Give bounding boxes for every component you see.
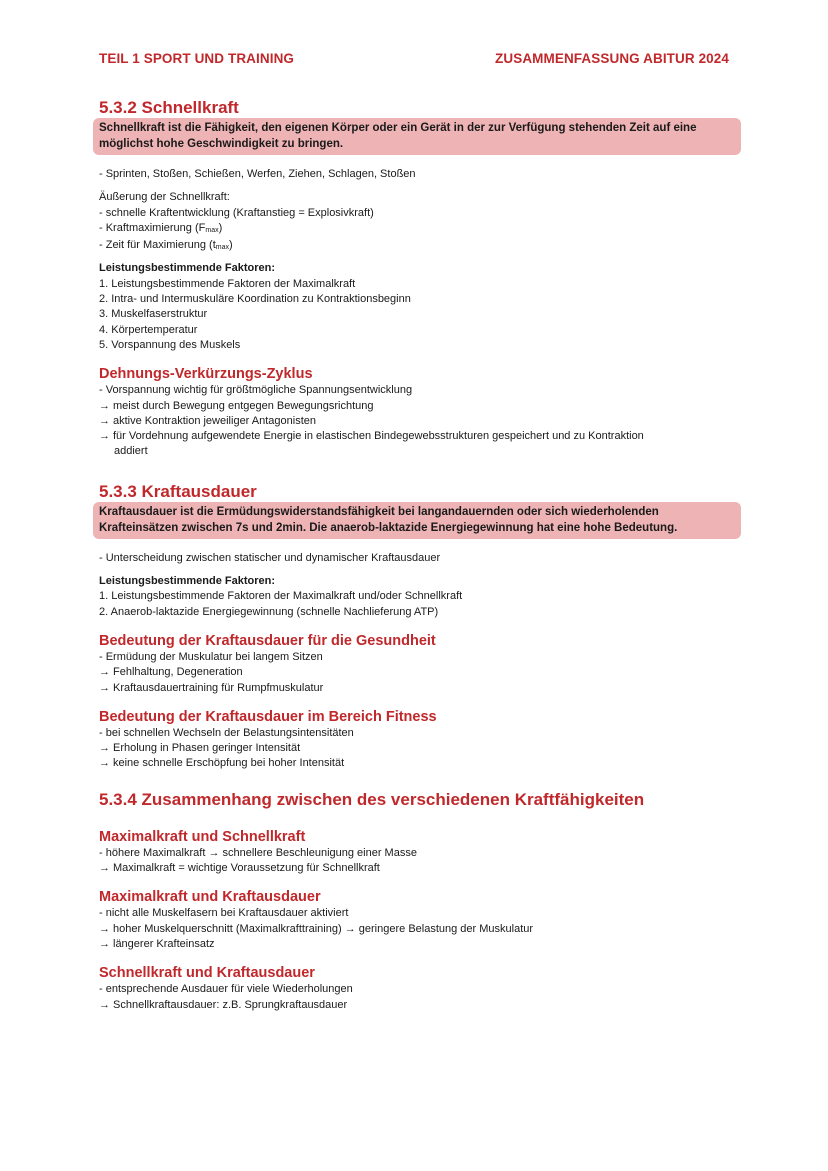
subsection-title-dvz: Dehnungs-Verkürzungs-Zyklus [99,366,313,383]
dvz-line: → meist durch Bewegung entgegen Bewegungsrichtung [99,399,729,414]
arrow-right-icon: → [99,937,110,950]
faktor-item: 1. Leistungsbestimmende Faktoren der Maximalkraft und/oder Schnellkraft [99,590,463,603]
faktor-item: 3. Muskelfaserstruktur [99,308,208,321]
arrow-right-icon: → [99,430,110,443]
dvz-line: → aktive Kontraktion jeweiliger Antagonisten [99,414,729,429]
faktoren-title: Leistungsbestimmende Faktoren: [99,262,276,275]
max-schnell-line: → Maximalkraft = wichtige Voraussetzung für Schnellkraft [99,861,729,876]
faktor-item: 4. Körpertemperatur [99,323,198,336]
faktor-item: 5. Vorspannung des Muskels [99,338,241,351]
arrow-right-icon: → [99,742,110,755]
aeusserung-item: - Kraftmaximierung (Fmax) [99,221,223,234]
gesundheit-line: - Ermüdung der Muskulatur bei langem Sitzen [99,650,323,663]
max-schnell-line: - höhere Maximalkraft → schnellere Beschleunigung einer Masse [99,846,417,859]
fitness-line: - bei schnellen Wechseln der Belastungsintensitäten [99,726,354,739]
subsection-title-max-schnell: Maximalkraft und Schnellkraft [99,828,306,845]
section-title-zusammenhang: 5.3.4 Zusammenhang zwischen des verschiedenen Kraftfähigkeiten [99,789,645,809]
schnellkraft-examples: - Sprinten, Stoßen, Schießen, Werfen, Ziehen, Schlagen, Stoßen [99,168,416,180]
arrow-right-icon: → [99,414,110,427]
dvz-line: - Vorspannung wichtig für größtmögliche Spannungsentwicklung [99,384,413,397]
arrow-right-icon: → [208,846,220,859]
faktor-item: 2. Intra- und Intermuskuläre Koordination zu Kontraktionsbeginn [99,293,411,306]
arrow-right-icon: → [99,666,110,679]
schnell-ausdauer-line: → Schnellkraftausdauer: z.B. Sprungkraftausdauer [99,998,729,1013]
arrow-right-icon: → [99,757,110,770]
schnell-ausdauer-line: - entsprechende Ausdauer für viele Wiederholungen [99,983,353,996]
definition-schnellkraft: Schnellkraft ist die Fähigkeit, den eigenen Körper oder ein Gerät in der zur Verfügung stehenden Zeit auf eine möglichst hohe Geschwindigkeit zu bringen. [93,118,741,155]
fitness-line: → keine schnelle Erschöpfung bei hoher Intensität [99,756,729,771]
section-title-kraftausdauer: 5.3.3 Kraftausdauer [99,481,257,501]
definition-kraftausdauer: Kraftausdauer ist die Ermüdungswiderstandsfähigkeit bei langandauernden oder sich wiederholenden Krafteinsätzen zwischen 7s und 2min. Die anaerob-laktazide Energiegewinnung hat eine hohe Bedeutung. [93,502,741,539]
arrow-right-icon: → [99,998,110,1011]
arrow-right-icon: → [99,862,110,875]
kraftausdauer-line: - Unterscheidung zwischen statischer und dynamischer Kraftausdauer [99,551,441,564]
subsection-title-fitness: Bedeutung der Kraftausdauer im Bereich Fitness [99,708,437,725]
page-content [99,98,729,1013]
section-title-schnellkraft: 5.3.2 Schnellkraft [99,98,239,117]
aeusserung-item: - schnelle Kraftentwicklung (Kraftanstieg = Explosivkraft) [99,206,374,219]
faktoren-title: Leistungsbestimmende Faktoren: [99,575,276,588]
header-right: ZUSAMMENFASSUNG ABITUR 2024 [495,51,729,66]
max-ausdauer-line: - nicht alle Muskelfasern bei Kraftausdauer aktiviert [99,907,349,920]
subsection-title-schnell-ausdauer: Schnellkraft und Kraftausdauer [99,965,315,982]
gesundheit-line: → Fehlhaltung, Degeneration [99,665,729,680]
arrow-right-icon: → [99,399,110,412]
arrow-right-icon: → [344,922,356,935]
header-left: TEIL 1 SPORT UND TRAINING [99,51,295,66]
subsection-title-gesundheit: Bedeutung der Kraftausdauer für die Gesundheit [99,632,436,649]
dvz-line: → für Vordehnung aufgewendete Energie in elastischen Bindegewebsstrukturen gespeichert und zu Kontraktion [99,429,729,444]
max-ausdauer-line: → längerer Krafteinsatz [99,937,729,952]
fitness-line: → Erholung in Phasen geringer Intensität [99,741,729,756]
dvz-line-continued: addiert [114,445,148,458]
gesundheit-line: → Kraftausdauertraining für Rumpfmuskulatur [99,681,729,696]
arrow-right-icon: → [99,922,110,935]
aeusserung-item: - Zeit für Maximierung (tmax) [99,239,233,252]
faktor-item: 1. Leistungsbestimmende Faktoren der Maximalkraft [99,277,356,290]
faktor-item: 2. Anaerob-laktazide Energiegewinnung (schnelle Nachlieferung ATP) [99,605,439,618]
subsection-title-max-ausdauer: Maximalkraft und Kraftausdauer [99,889,321,906]
arrow-right-icon: → [99,681,110,694]
max-ausdauer-line: → hoher Muskelquerschnitt (Maximalkrafttraining) → geringere Belastung der Muskulatur [99,922,729,937]
aeusserung-title: Äußerung der Schnellkraft: [99,191,230,204]
page-header [99,51,729,66]
